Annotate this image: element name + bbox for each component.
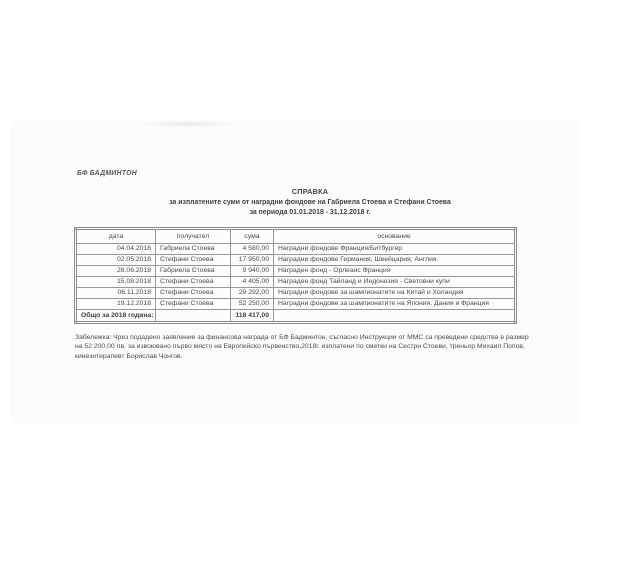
cell-reason: Награден фонд Тайланд и Индонезия - Световни купи bbox=[274, 277, 516, 288]
cell-recipient: Стефани Стоева bbox=[156, 255, 231, 266]
cell-recipient: Габриела Стоева bbox=[156, 266, 231, 277]
table-row bbox=[76, 244, 516, 255]
cell-amount: 4 405,00 bbox=[231, 277, 274, 288]
cell-amount: 29 292,00 bbox=[231, 288, 274, 299]
col-header-reason: основание bbox=[274, 229, 516, 244]
cell-recipient: Стефани Стоева bbox=[156, 288, 231, 299]
col-header-date: дата bbox=[76, 229, 156, 244]
note-paragraph: Забележка: Чрез подадено заявление за финансова награда от БФ Бадминтон, съгласно Инструкции от ММС са преведени средства в размер на 52 200,00 лв. за извоювано първо място на Европейско първенство,2018г. изплатени по сметки на Сестри Стоеви, треньор Михаил Попов, кинезитерапевт Борислав Чонгов. bbox=[75, 334, 529, 360]
cell-amount: 9 940,00 bbox=[231, 266, 274, 277]
total-empty-cell-recipient bbox=[156, 310, 231, 323]
cell-amount: 52 250,00 bbox=[231, 299, 274, 310]
table-row bbox=[76, 277, 516, 288]
scanned-page bbox=[12, 123, 578, 420]
title-block bbox=[42, 187, 578, 218]
table-row bbox=[76, 299, 516, 310]
cell-date: 06.11.2018 bbox=[76, 288, 156, 299]
cell-reason: Наградни фондове за шампионатите на Китай и Холандия bbox=[274, 288, 516, 299]
table-header-row bbox=[76, 229, 516, 244]
table-row bbox=[76, 288, 516, 299]
cell-date: 04.04.2018 bbox=[76, 244, 156, 255]
cell-reason: Наградни фондове Франция/Битбургер bbox=[274, 244, 516, 255]
doc-subtitle-line1: за изплатените суми от наградни фондове на Габриела Стоева и Стефани Стоева bbox=[169, 199, 451, 206]
org-name: БФ БАДМИНТОН bbox=[77, 170, 137, 177]
col-header-recipient: получател bbox=[156, 229, 231, 244]
cell-recipient: Габриела Стоева bbox=[156, 244, 231, 255]
total-empty-cell-reason bbox=[274, 310, 516, 323]
cell-date: 28.06.2018 bbox=[76, 266, 156, 277]
total-row bbox=[76, 310, 516, 323]
cell-amount: 17 950,00 bbox=[231, 255, 274, 266]
cell-reason: Наградни фондове за шампионатите на Япония, Дания и Франция bbox=[274, 299, 516, 310]
total-value: 118 417,00 bbox=[231, 310, 274, 323]
total-label: Общо за 2018 година: bbox=[76, 310, 156, 323]
doc-title: СПРАВКА bbox=[291, 187, 329, 196]
cell-date: 15.08.2018 bbox=[76, 277, 156, 288]
cell-date: 02.05.2018 bbox=[76, 255, 156, 266]
col-header-amount: сума bbox=[231, 229, 274, 244]
cell-amount: 4 580,00 bbox=[231, 244, 274, 255]
cell-recipient: Стефани Стоева bbox=[156, 277, 231, 288]
table-row bbox=[76, 266, 516, 277]
cell-recipient: Стефани Стоева bbox=[156, 299, 231, 310]
cell-reason: Награден фонд - Орлеанс Франция bbox=[274, 266, 516, 277]
payments-table bbox=[74, 227, 517, 324]
doc-subtitle-line2: за периода 01.01.2018 - 31.12.2018 г. bbox=[249, 208, 371, 216]
payments-table-body bbox=[76, 244, 516, 310]
scan-smudge-artifact bbox=[140, 120, 235, 128]
cell-date: 19.12.2018 bbox=[76, 299, 156, 310]
table-row bbox=[76, 255, 516, 266]
cell-reason: Наградни фондове Германия, Швейцария, Англия bbox=[274, 255, 516, 266]
